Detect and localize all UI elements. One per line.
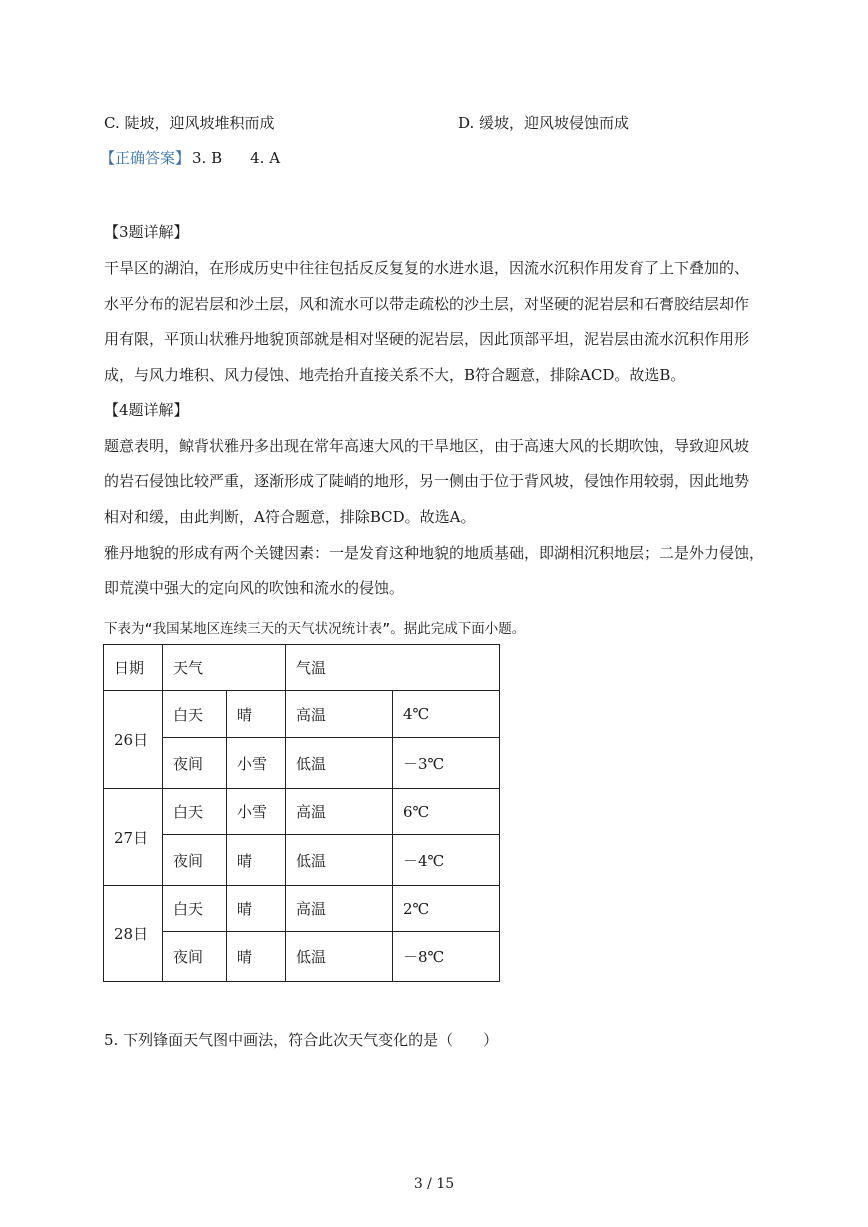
header-temperature: 气温 [286,645,500,691]
weather-cell: 晴 [227,932,286,982]
explain-4-line: 雅丹地貌的形成有两个关键因素：一是发育这种地貌的地质基础，即湖相沉积地层；二是外力侵蚀， [104,544,765,562]
explain-3-line: 用有限，平顶山状雅丹地貌顶部就是相对坚硬的泥岩层，因此顶部平坦，泥岩层由流水沉积作用形 [104,330,750,348]
temp-level-cell: 低温 [286,932,393,982]
table-row [104,691,500,738]
correct-answer-row [100,147,280,168]
date-cell: 28日 [104,886,163,982]
period-cell: 白天 [163,789,227,835]
answer-4: 4. A [250,149,281,167]
table-row [104,932,500,982]
explain-4-line: 的岩石侵蚀比较严重，逐渐形成了陡峭的地形，另一侧由于位于背风坡，侵蚀作用较弱，因此地势 [104,472,750,490]
table-row [104,886,500,932]
temp-value-cell: 4℃ [393,691,500,738]
temp-value-cell: －8℃ [393,932,500,982]
explain-4-line: 即荒漠中强大的定向风的吹蚀和流水的侵蚀。 [104,579,405,597]
period-cell: 白天 [163,886,227,932]
weather-cell: 小雪 [227,738,286,789]
header-date: 日期 [104,645,163,691]
table-row [104,835,500,886]
temp-level-cell: 高温 [286,691,393,738]
temp-level-cell: 低温 [286,835,393,886]
header-weather: 天气 [163,645,286,691]
explain-3-heading: 【3题详解】 [104,223,189,241]
temp-level-cell: 高温 [286,789,393,835]
period-cell: 白天 [163,691,227,738]
weather-cell: 晴 [227,691,286,738]
table-row [104,738,500,789]
temp-value-cell: 6℃ [393,789,500,835]
weather-cell: 晴 [227,886,286,932]
temp-value-cell: －3℃ [393,738,500,789]
table-header-row [104,645,500,691]
period-cell: 夜间 [163,835,227,886]
period-cell: 夜间 [163,738,227,789]
temp-level-cell: 高温 [286,886,393,932]
weather-cell: 晴 [227,835,286,886]
correct-answer-tag: 【正确答案】 [100,149,191,167]
table-intro: 下表为“我国某地区连续三天的天气状况统计表”。据此完成下面小题。 [104,621,526,637]
explain-3-line: 水平分布的泥岩层和沙土层，风和流水可以带走疏松的沙土层，对坚硬的泥岩层和石膏胶结层却作 [104,295,750,313]
page-number: 3 / 15 [413,1176,455,1192]
date-cell: 26日 [104,691,163,789]
period-cell: 夜间 [163,932,227,982]
explain-4-line: 相对和缓，由此判断，A符合题意，排除BCD。故选A。 [104,508,476,526]
table-row [104,789,500,835]
option-c: C. 陡坡，迎风坡堆积而成 [104,114,275,132]
explain-4-heading: 【4题详解】 [104,401,189,419]
explain-4-line: 题意表明，鲸背状雅丹多出现在常年高速大风的干旱地区，由于高速大风的长期吹蚀，导致迎风坡 [104,437,750,455]
weather-table [103,644,500,982]
explain-3-line: 干旱区的湖泊，在形成历史中往往包括反反复复的水进水退，因流水沉积作用发育了上下叠加的、 [104,259,750,277]
date-cell: 27日 [104,789,163,886]
explain-3-line: 成，与风力堆积、风力侵蚀、地壳抬升直接关系不大，B符合题意，排除ACD。故选B。 [104,366,686,384]
question-5: 5. 下列锋面天气图中画法，符合此次天气变化的是（ ） [104,1031,499,1049]
temp-value-cell: －4℃ [393,835,500,886]
answer-3: 3. B [192,149,223,167]
option-d: D. 缓坡，迎风坡侵蚀而成 [458,114,630,132]
temp-value-cell: 2℃ [393,886,500,932]
temp-level-cell: 低温 [286,738,393,789]
weather-cell: 小雪 [227,789,286,835]
